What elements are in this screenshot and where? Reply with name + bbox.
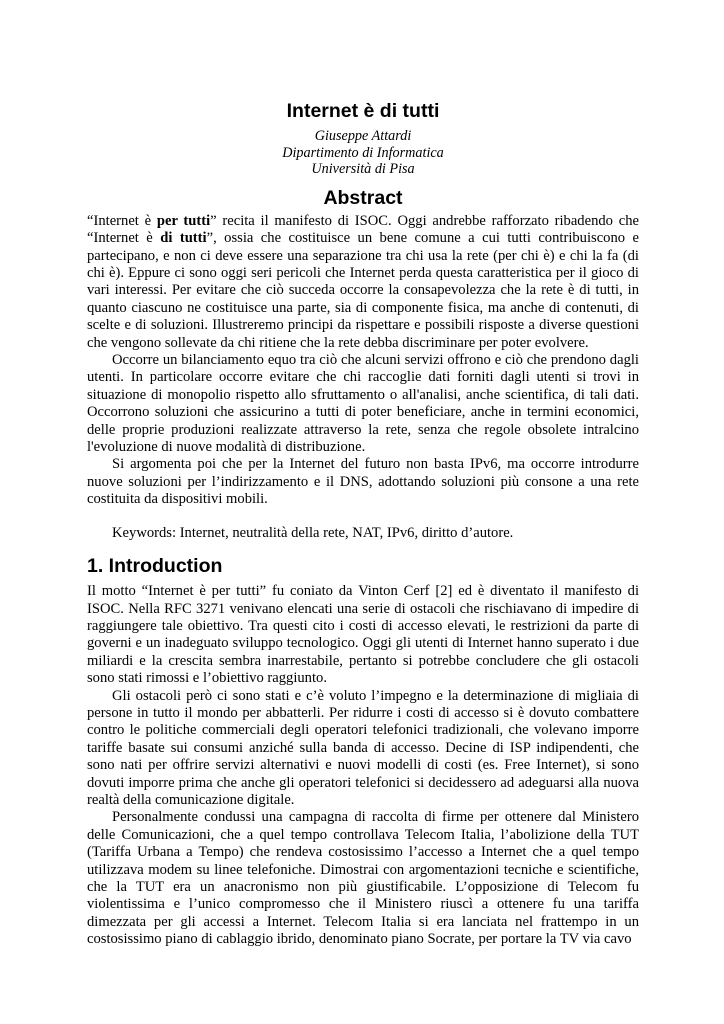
author-name: Giuseppe Attardi xyxy=(314,128,412,144)
paper-title: Internet è di tutti xyxy=(286,100,440,122)
intro-paragraph-2: Gli ostacoli però ci sono stati e c’è voluto l’impegno e la determinazione di migliaia di persone in tutto il mondo per abbatterli. Per ridurre i costi di accesso si è dovuto combattere contro le politiche commerciali degli operatori telefonici tradizionali, che volevano imporre tariffe basate sui consumi anziché sulla banda di accesso. Decine di ISP indipendenti, che sono nati per offrire servizi alternativi e nuovi modelli di costi (es. Free Internet), si sono dovuti imporre prima che anche gli operatori telefonici si decidessero ad adeguarsi alla nuova realtà della comunicazione digitale. xyxy=(87,687,639,808)
abstract-paragraph-3: Si argomenta poi che per la Internet del futuro non basta IPv6, ma occorre introdurre nuove soluzioni per l’indirizzamento e il DNS, adottando soluzioni più consone a una rete costituita da dispositivi mobili. xyxy=(87,456,639,508)
document-page xyxy=(87,100,639,949)
keywords: Keywords: Internet, neutralità della rete, NAT, IPv6, diritto d’autore. xyxy=(112,524,514,541)
abstract-heading: Abstract xyxy=(323,186,403,209)
section-heading-introduction: 1. Introduction xyxy=(87,555,223,578)
bold-phrase-di-tutti: di tutti xyxy=(160,230,207,247)
author-department: Dipartimento di Informatica xyxy=(282,144,444,161)
bold-phrase-per-tutti: per tutti xyxy=(156,212,211,229)
abstract-text: “Internet è xyxy=(87,212,157,229)
author-university: Università di Pisa xyxy=(311,161,415,178)
intro-paragraph-3: Personalmente condussi una campagna di raccolta di firme per ottenere dal Ministero delle Comunicazioni, che a quel tempo controllava Telecom Italia, l’abolizione della TUT (Tariffa Urbana a Tempo) che rendeva costosissimo l’accesso a Internet che a quel tempo utilizzava modem su linee telefoniche. Dimostrai con argomentazioni tecniche e scientifiche, che la TUT era un anacronismo non più giustificabile. L’opposizione di Telecom fu violentissima e l’unico compromesso che il Ministero riuscì a ottenere fu una tariffa dimezzata per gli accessi a Internet. Telecom Italia si era lanciata nel frattempo in un costosissimo piano di cablaggio ibrido, denominato piano Socrate, per portare la TV via cavo xyxy=(87,809,639,948)
abstract-paragraph-2: Occorre un bilanciamento equo tra ciò che alcuni servizi offrono e ciò che prendono dagli utenti. In particolare occorre evitare che chi raccoglie dati forniti dagli utenti si trovi in situazione di monopolio rispetto allo sfruttamento o all'analisi, anche scientifica, di tali dati. Occorrono soluzioni che assicurino a tutti di poter beneficiare, anche in termini economici, delle proprie produzioni realizzate attraverso la rete, senza che regole obsolete intralcino l'evoluzione di nuove modalità di distribuzione. xyxy=(87,352,639,456)
abstract-text: ” recita il manifesto di ISOC. Oggi andrebbe rafforzato ribadendo che “Internet è xyxy=(87,212,639,247)
intro-paragraph-1: Il motto “Internet è per tutti” fu coniato da Vinton Cerf [2] ed è diventato il manifesto di ISOC. Nella RFC 3271 venivano elencati una serie di ostacoli che rischiavano di impedire di raggiungere tale obiettivo. Tra questi cito i costi di accesso elevati, le restrizioni da parte di governi e un inadeguato sviluppo tecnologico. Oggi gli utenti di Internet hanno superato i due miliardi e la crescita sembra inarrestabile, pertanto si potrebbe concludere che gli ostacoli sono stati rimossi e l’obiettivo raggiunto. xyxy=(87,583,639,687)
abstract-paragraph-1 xyxy=(87,213,639,352)
abstract-text: ”, ossia che costituisce un bene comune a cui tutti contribuiscono e partecipano, e non ci deve essere una separazione tra chi usa la rete (per chi è) e chi la fa (di chi è). Eppure ci sono oggi seri pericoli che Internet perda questa caratteristica per il gioco di vari interessi. Per evitare che ciò succeda occorre la consapevolezza che la rete è di tutti, in quanto ciascuno ne costituisce una parte, sia di componente fisica, ma anche di contenuti, di scelte e di soluzioni. Illustreremo principi da rispettare e possibili risposte a diverse questioni che vengono sollevate da chi ritiene che la rete debba discriminare per poter evolvere. xyxy=(87,230,639,351)
